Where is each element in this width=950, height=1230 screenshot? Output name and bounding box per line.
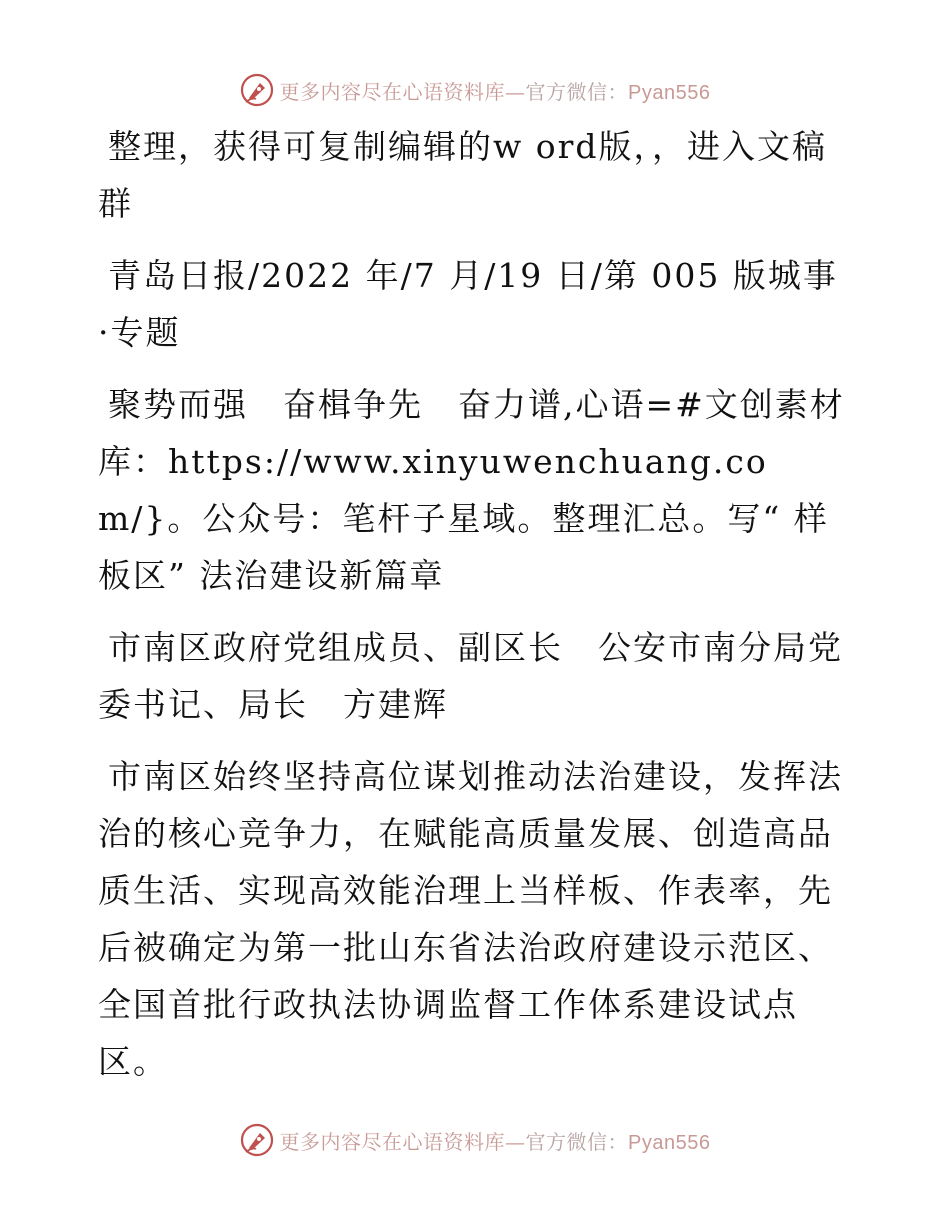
watermark-dash: — — [505, 1129, 526, 1154]
paragraph-body: 市南区始终坚持高位谋划推动法治建设，发挥法治的核心竞争力，在赋能高质量发展、创造高品质生活、实现高效能治理上当样板、作表率，先后被确定为第一批山东省法治政府建设示范区、全国首批行政执法协调监督工作体系建设试点区。 — [98, 757, 843, 1081]
watermark-wechat-id: Pyan556 — [628, 81, 711, 104]
paragraph-headline: 聚势而强 奋楫争先 奋力谱,心语=#文创素材库：https://www.xinyuwenchuang.com/}。公众号：笔杆子星域。整理汇总。写“ 样板区” 法治建设新篇章 — [98, 385, 845, 595]
document-body — [98, 118, 850, 1105]
pen-nib-logo-icon — [240, 73, 274, 107]
pen-nib-logo-icon — [240, 1123, 274, 1157]
watermark-text — [280, 76, 711, 105]
footer-watermark — [0, 1120, 950, 1160]
paragraph-source: 青岛日报/2022 年/7 月/19 日/第 005 版城事·专题 — [98, 256, 838, 352]
watermark-wechat-label: 官方微信： — [525, 1129, 629, 1154]
watermark-wechat-label: 官方微信： — [525, 79, 629, 104]
watermark-wechat-id: Pyan556 — [628, 1131, 711, 1154]
paragraph-intro: 整理，获得可复制编辑的w ord版，，进入文稿群 — [98, 127, 828, 223]
watermark-site-text: 更多内容尽在心语资料库 — [279, 79, 506, 104]
header-watermark — [0, 70, 950, 110]
watermark-site-text: 更多内容尽在心语资料库 — [279, 1129, 506, 1154]
paragraph-author: 市南区政府党组成员、副区长 公安市南分局党委书记、局长 方建辉 — [98, 628, 843, 724]
watermark-dash: — — [505, 79, 526, 104]
watermark-text — [280, 1126, 711, 1155]
